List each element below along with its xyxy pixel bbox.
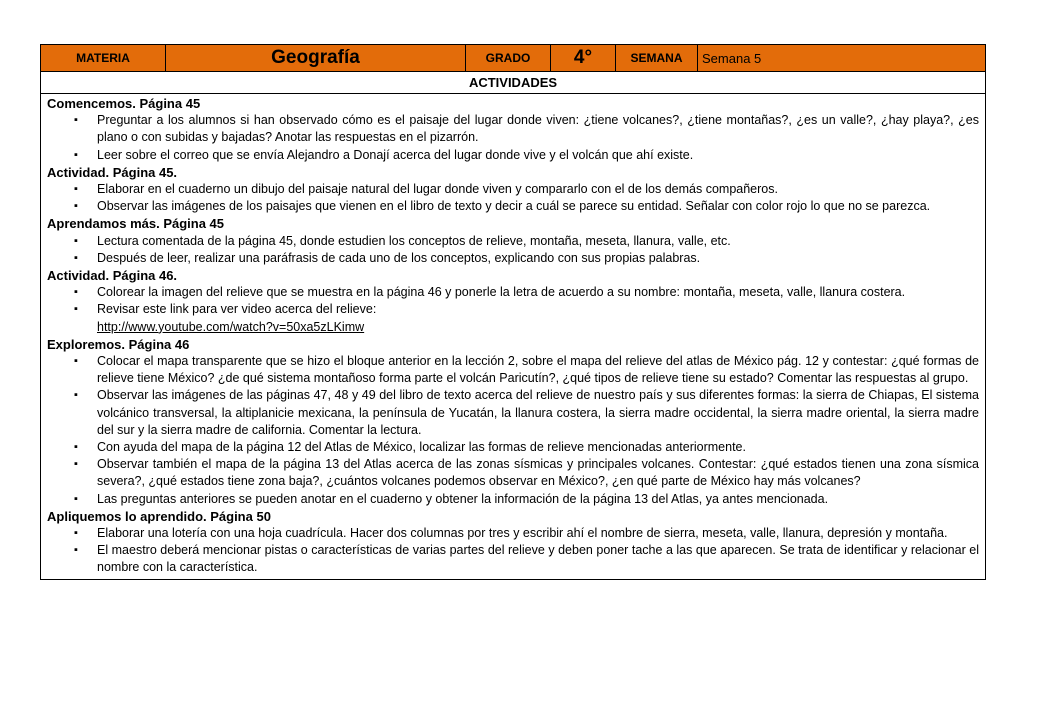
grado-label: GRADO (466, 45, 551, 72)
section-actividad-46 (47, 267, 979, 336)
list-item: ▪ Leer sobre el correo que se envía Alejandro a Donají acerca del lugar donde vive y el volcán que ahí existe. (97, 147, 979, 164)
list-item: ▪ Elaborar en el cuaderno un dibujo del paisaje natural del lugar donde viven y compararlo con el de los demás compañeros. (97, 181, 979, 198)
list-item: ▪ Después de leer, realizar una paráfrasis de cada uno de los conceptos, explicando con sus propias palabras. (97, 250, 979, 267)
section-title: Comencemos. Página 45 (47, 96, 201, 111)
list-item: ▪ Colorear la imagen del relieve que se muestra en la página 46 y ponerle la letra de acuerdo a su nombre: montaña, meseta, valle, llanura costera. (97, 284, 979, 301)
semana-value: Semana 5 (698, 45, 986, 72)
section-aprendamos (47, 215, 979, 267)
header-row (41, 45, 986, 72)
list-item: ▪ El maestro deberá mencionar pistas o características de varias partes del relieve y deben poner tache a las que aparecen. Se trata de identificar y relacionar el nombre con la característica. (97, 542, 979, 576)
activities-title-row (41, 72, 986, 94)
materia-label: MATERIA (41, 45, 166, 72)
section-apliquemos (47, 508, 979, 577)
list-item: ▪ Observar las imágenes de las páginas 47, 48 y 49 del libro de texto acerca del relieve de nuestro país y sus diferentes formas: la sierra de Chiapas, El sistema volcánico transversal, la altiplanicie mexicana, la península de Yucatán, la llanura costera, la sierra madre occidental, la sierra madre oriental, la sierra madre del sur y la sierra madre de california. Comentar la lectura. (97, 387, 979, 439)
section-actividad-45 (47, 164, 979, 216)
list-item: ▪ Observar las imágenes de los paisajes que vienen en el libro de texto y decir a cuál se parece su entidad. Señalar con color rojo lo que no se parezca. (97, 198, 979, 215)
list-item: ▪ Colocar el mapa transparente que se hizo el bloque anterior en la lección 2, sobre el mapa del relieve del atlas de México pág. 12 y contestar: ¿qué formas de relieve tiene México? ¿de qué sistema montañoso forma parte el volcán Paricutín?, ¿qué tipos de relieve tiene su estado? Comentar las respuestas al grupo. (97, 353, 979, 387)
lesson-plan-table (40, 44, 985, 580)
section-title: Apliquemos lo aprendido. Página 50 (47, 508, 271, 524)
section-title: Actividad. Página 46. (47, 268, 178, 284)
list-item: ▪ Revisar este link para ver video acerca del relieve: (97, 301, 979, 318)
section-title: Actividad. Página 45. (47, 164, 178, 180)
semana-label: SEMANA (616, 45, 698, 72)
list-item: ▪ Las preguntas anteriores se pueden anotar en el cuaderno y obtener la información de la página 13 del Atlas, ya antes mencionada. (97, 491, 979, 508)
activities-body (41, 94, 986, 580)
section-exploremos (47, 336, 979, 508)
list-item: ▪ Observar también el mapa de la página 13 del Atlas acerca de las zonas sísmicas y principales volcanes. Contestar: ¿qué estados tienen una zona sísmica severa?, ¿qué estados tiene zona baja?, ¿cuántos volcanes podemos observar en México?, ¿en qué parte de México hay más volcanes? (97, 456, 979, 490)
youtube-video-link[interactable]: http://www.youtube.com/watch?v=50xa5zLKimw (97, 319, 365, 334)
materia-value: Geografía (166, 45, 466, 72)
section-title: Aprendamos más. Página 45 (47, 216, 225, 232)
list-item: ▪ Elaborar una lotería con una hoja cuadrícula. Hacer dos columnas por tres y escribir ahí el nombre de sierra, meseta, valle, llanura, depresión y montaña. (97, 525, 979, 542)
section-title: Exploremos. Página 46 (47, 336, 190, 352)
list-item: ▪ Con ayuda del mapa de la página 12 del Atlas de México, localizar las formas de relieve mencionadas anteriormente. (97, 439, 979, 456)
list-item: ▪ Preguntar a los alumnos si han observado cómo es el paisaje del lugar donde viven: ¿tiene volcanes?, ¿tiene montañas?, ¿es un valle?, ¿hay playa?, ¿es plano o con subidas y bajadas? Anotar las respuestas en el pizarrón. (97, 112, 979, 146)
grado-value: 4° (551, 45, 616, 72)
section-comencemos (47, 95, 979, 164)
activities-body-row (41, 94, 986, 580)
list-item: ▪ Lectura comentada de la página 45, donde estudien los conceptos de relieve, montaña, meseta, llanura, valle, etc. (97, 233, 979, 250)
activities-title: ACTIVIDADES (41, 72, 986, 94)
